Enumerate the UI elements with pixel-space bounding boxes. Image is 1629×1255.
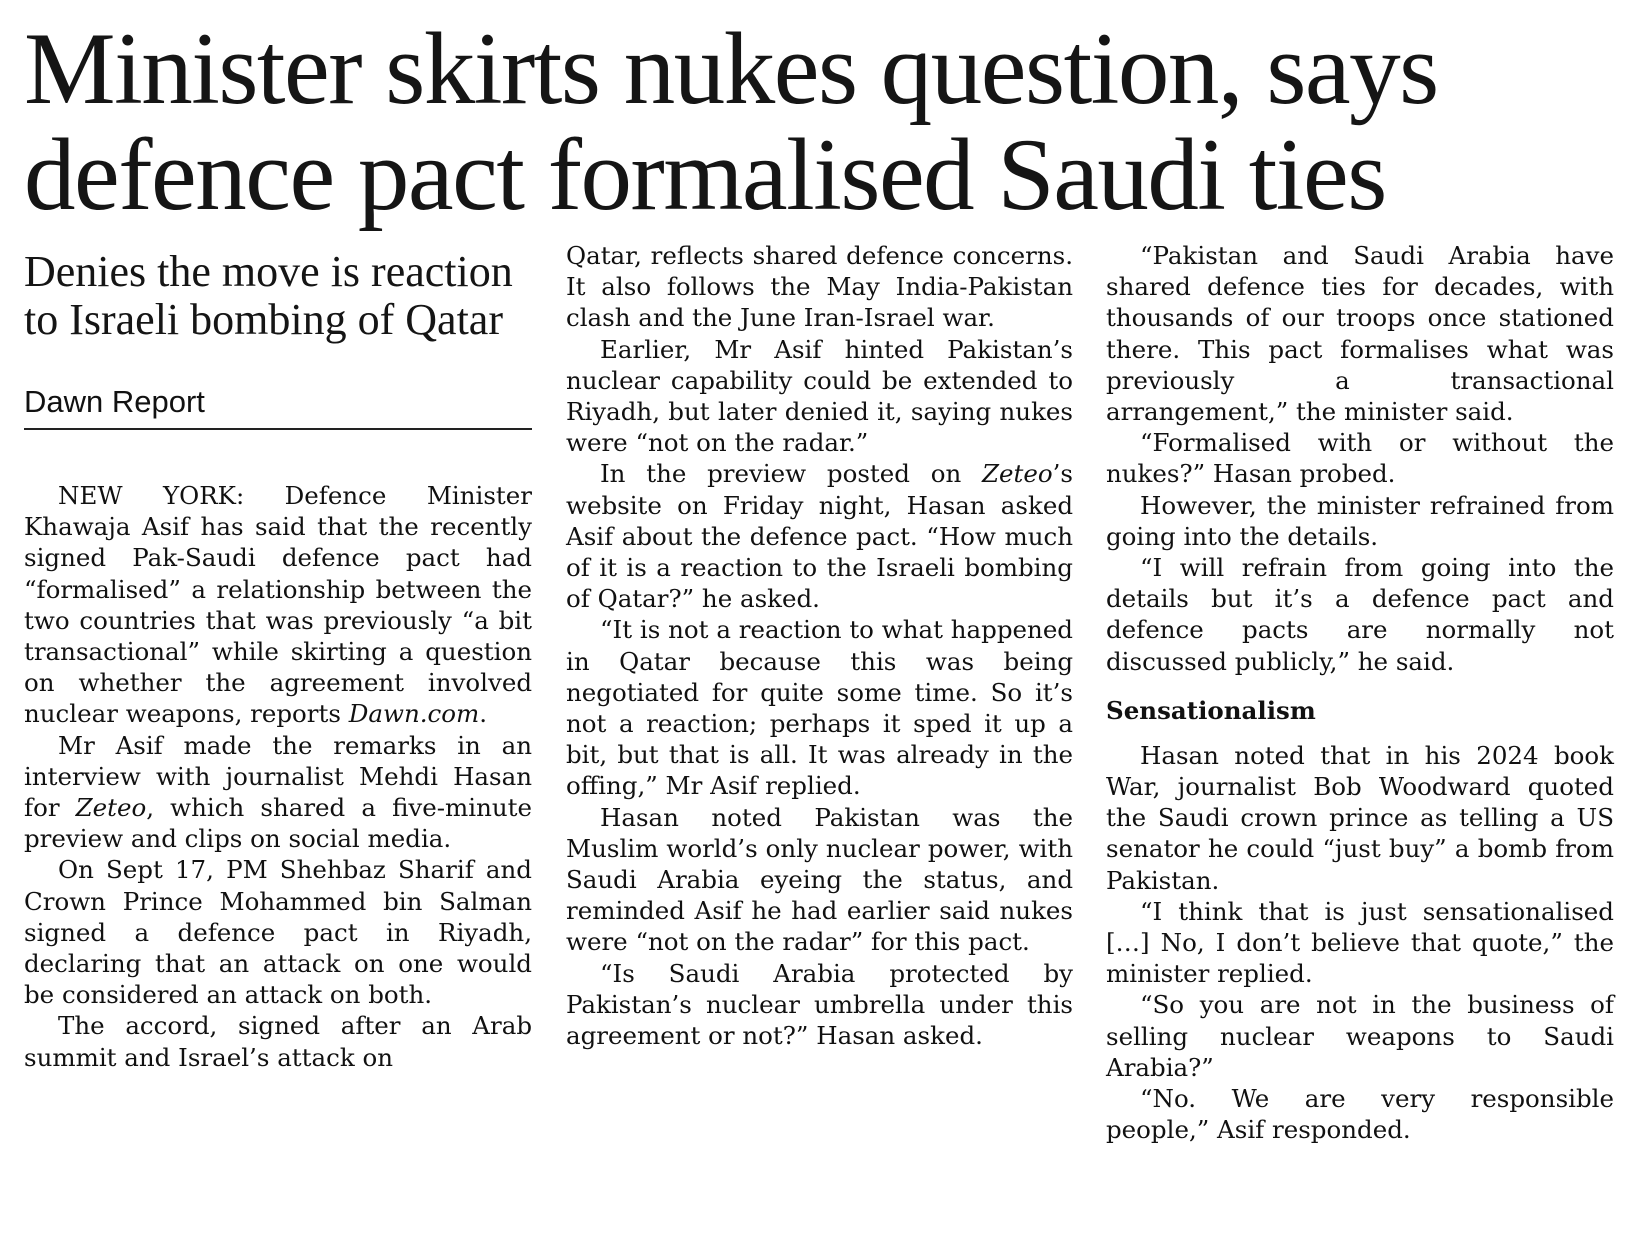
paragraph-11: “Formalised with or without the nukes?” Hasan probed. [1106,428,1614,489]
article-column-3 [1106,240,1614,1145]
paragraph-6 [566,458,1073,614]
paragraph-12: However, the minister refrained from going into the details. [1106,490,1614,551]
article-column-1 [24,240,532,1073]
paragraph-2 [24,730,532,855]
paragraph-5: Earlier, Mr Asif hinted Pakistan’s nuclear capability could be extended to Riyadh, but later denied it, saying nukes were “not on the radar.” [566,334,1073,458]
paragraph-4-continued: Qatar, reflects shared defence concerns. It also follows the May India-Pakistan clash and the June Iran-Israel war. [566,241,1073,333]
paragraph-1-source: Dawn.com [348,699,480,729]
article-column-2 [566,240,1073,1051]
paragraph-3: On Sept 17, PM Shehbaz Sharif and Crown Prince Mohammed bin Salman signed a defence pact in Riyadh, declaring that an attack on one would be considered an attack on both. [24,855,532,1010]
paragraph-6-outlet: Zeteo [982,459,1053,489]
byline: Dawn Report [24,384,532,430]
paragraph-2-text: Mr Asif made the remarks in an interview with journalist Mehdi Hasan for [24,730,532,823]
paragraph-6-text: In the preview posted on [600,459,982,489]
paragraph-6-end: ’s website on Friday night, Hasan asked Asif about the defence pact. “How much of it is a reaction to the Israeli bombing of Qatar?” he asked. [566,459,1073,614]
paragraph-7: “It is not a reaction to what happened in Qatar because this was being negotiated for quite some time. So it’s not a reaction; perhaps it sped it up a bit, but that is all. It was already in the offing,” Mr Asif replied. [566,615,1073,801]
paragraph-1-end: . [479,699,488,729]
paragraph-2-outlet: Zeteo [75,793,147,823]
paragraph-15: “I think that is just sensationalised […] No, I don’t believe that quote,” the minister replied. [1106,896,1614,989]
paragraph-14: Hasan noted that in his 2024 book War, journalist Bob Woodward quoted the Saudi crown prince as telling a US senator he could “just buy” a bomb from Pakistan. [1106,740,1614,895]
headline: Minister skirts nukes question, says defence pact formalised Saudi ties [24,12,1438,232]
paragraph-10: “Pakistan and Saudi Arabia have shared defence ties for decades, with thousands of our troops once stationed there. This pact formalises what was previously a transactional arrangement,” the minister said. [1106,241,1614,427]
paragraph-8: Hasan noted Pakistan was the Muslim world’s only nuclear power, with Saudi Arabia eyeing the status, and reminded Asif he had earlier said nukes were “not on the radar” for this pact. [566,802,1073,957]
paragraph-9: “Is Saudi Arabia protected by Pakistan’s nuclear umbrella under this agreement or not?” Hasan asked. [566,958,1073,1051]
paragraph-1-text: NEW YORK: Defence Minister Khawaja Asif has said that the recently signed Pak-Saudi defence pact had “formalised” a relationship between the two countries that was previously “a bit transactional” while skirting a question on whether the agreement involved nuclear weapons, reports [24,481,532,729]
paragraph-16: “So you are not in the business of selling nuclear weapons to Saudi Arabia?” [1106,990,1614,1082]
paragraph-4: The accord, signed after an Arab summit and Israel’s attack on [24,1011,532,1072]
section-heading: Sensationalism [1106,695,1316,725]
paragraph-2-end: , which shared a five-minute preview and clips on social media. [24,793,532,854]
paragraph-13: “I will refrain from going into the details but it’s a defence pact and defence pacts are normally not discussed publicly,” he said. [1106,553,1614,676]
paragraph-17: “No. We are very responsible people,” Asif responded. [1106,1084,1614,1145]
subheadline: Denies the move is reaction to Israeli bombing of Qatar [24,247,513,344]
paragraph-1 [24,480,532,730]
